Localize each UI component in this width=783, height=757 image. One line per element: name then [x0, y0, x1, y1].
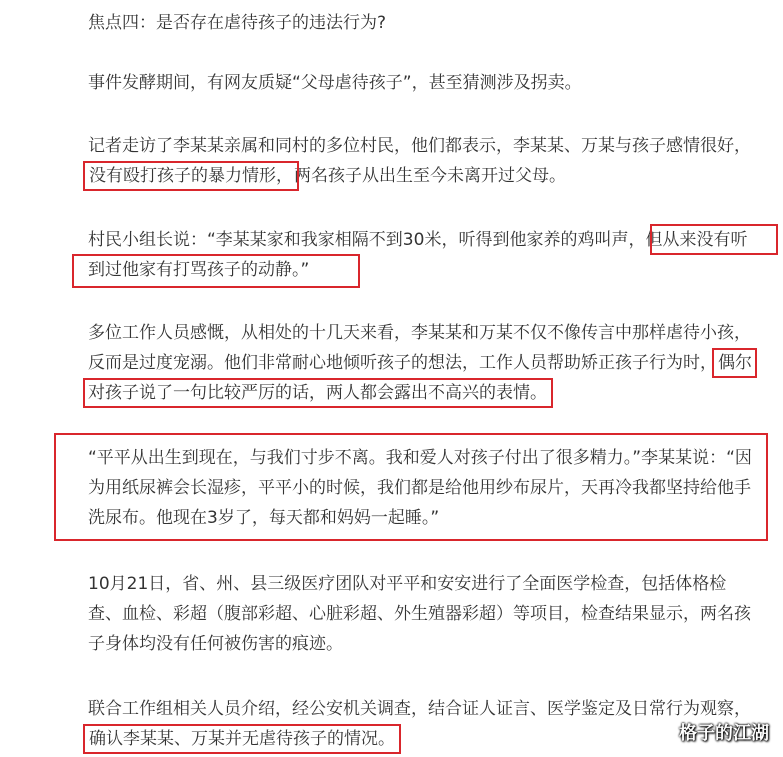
highlighted-phrase: 没有殴打孩子的暴力情形，: [89, 166, 293, 186]
paragraph-conclusion: [88, 694, 758, 754]
highlighted-phrase: 偶尔对孩子说了一句比较严厉的话，两人都会露出不高兴的表情。: [88, 353, 752, 403]
paragraph-medical-exam: 10月21日，省、州、县三级医疗团队对平平和安安进行了全面医学检查，包括体格检查、血检、彩超（腹部彩超、心脏彩超、外生殖器彩超）等项目，检查结果显示，两名孩子身体均没有任何被伤害的痕迹。: [88, 574, 751, 654]
paragraph-text: 记者走访了李某某亲属和同村的多位村民，他们都表示，李某某、万某与孩子感情很好，: [88, 136, 751, 156]
paragraph-villagers: [88, 131, 758, 191]
highlight-box: [54, 433, 768, 541]
highlight-box: [650, 224, 778, 255]
highlight-box: [72, 254, 360, 288]
section-heading: 焦点四：是否存在虐待孩子的违法行为?: [88, 13, 387, 33]
watermark: 格子的江湖: [679, 723, 769, 744]
paragraph-staff: [88, 318, 758, 408]
paragraph-text: 联合工作组相关人员介绍，经公安机关调查，结合证人证言、医学鉴定及日常行为观察，: [88, 699, 751, 719]
paragraph-netizen-doubt: 事件发酵期间，有网友质疑“父母虐待孩子”，甚至猜测涉及拐卖。: [88, 73, 582, 93]
paragraph-text: 多位工作人员感慨，从相处的十几天来看，李某某和万某不仅不像传言中那样虐待小孩，反而是过度宠溺。他们非常耐心地倾听孩子的想法，工作人员帮助矫正孩子行为时，: [88, 323, 751, 373]
highlighted-phrase: 到过他家有打骂孩子的动静。”: [88, 260, 310, 280]
highlighted-phrase: 但从来没有听: [645, 230, 748, 250]
paragraph-text: 两名孩子从出生至今未离开过父母。: [294, 166, 566, 186]
paragraph-text: 村民小组长说：“李某某家和我家相隔不到30米，听得到他家养的鸡叫声，: [88, 230, 646, 250]
paragraph-quote: “平平从出生到现在，与我们寸步不离。我和爱人对孩子付出了很多精力。”李某某说：“因为用纸尿裤会长湿疹，平平小的时候，我们都是给他用纱布尿片，天再冷我都坚持给他手洗尿布。他现在3岁了，每天都和妈妈一起睡。”: [88, 448, 752, 528]
highlighted-phrase: 确认李某某、万某并无虐待孩子的情况。: [89, 729, 395, 749]
